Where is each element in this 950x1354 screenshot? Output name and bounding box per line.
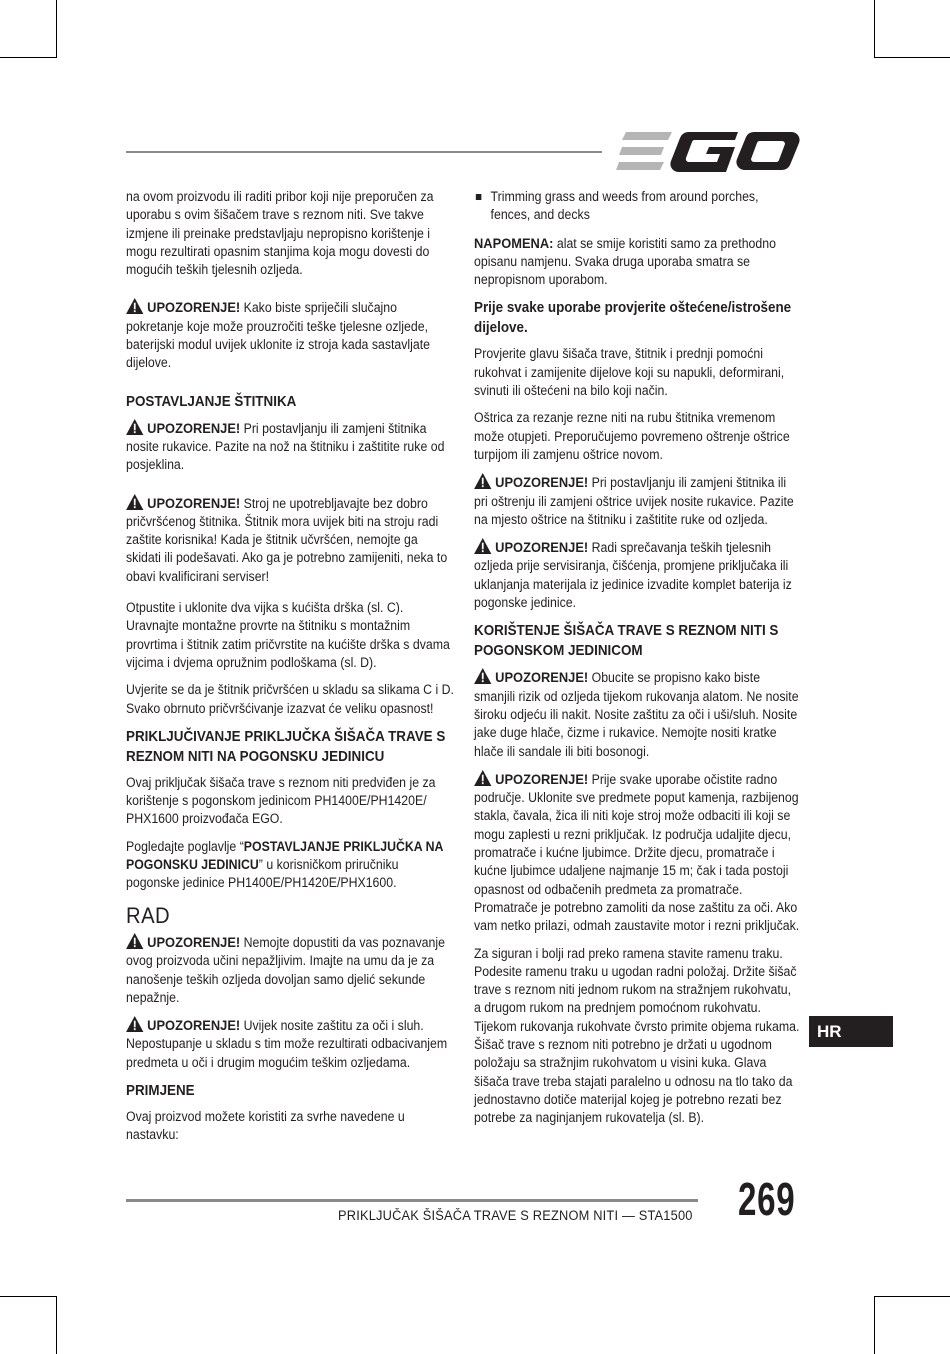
- section-heading: PRIKLJUČIVANJE PRIKLJUČKA ŠIŠAČA TRAVE S REZNOM NITI NA POGONSKU JEDINICU: [126, 728, 446, 765]
- note-text: alat se smije koristiti samo za prethodno opisanu namjenu. Svaka druga uporaba smatra se nepropisnom uporabom.: [474, 235, 776, 288]
- intro-paragraph: na ovom proizvodu ili raditi pribor koji nije preporučen za uporabu s ovim šišačem trave s reznom niti. Sve takve izmjene ili preinake predstavljaju nepropisno korištenje i mogu rezultirati opasnim stanjima koja mogu dovesti do mogućih teških tjelesnih ozljeda.: [126, 189, 434, 278]
- right-column: [474, 188, 801, 1136]
- section-heading: POSTAVLJANJE ŠTITNIKA: [126, 393, 297, 410]
- section-heading: PRIMJENE: [126, 1082, 195, 1099]
- warning-label: UPOZORENJE!: [147, 299, 241, 316]
- warning-triangle-icon: [474, 538, 491, 554]
- warning-text: Nemojte dopustiti da vas poznavanje ovog proizvoda učini nepažljivim. Imajte na umu da je za nanošenje teških ozljeda dovoljan samo djelić sekunde nepažnje.: [126, 934, 445, 1005]
- body-paragraph: Provjerite glavu šišača trave, štitnik i prednji pomoćni rukohvat i zamijenite dijelove koji su napukli, deformirani, svinuti ili oštećeni na bilo koji način.: [474, 346, 785, 399]
- warning-paragraph: [474, 473, 801, 529]
- warning-text: Pri postavljanju ili zamjeni štitnika nosite rukavice. Pazite na nož na štitniku i zaštitite ruke od posjeklina.: [126, 420, 445, 473]
- warning-paragraph: [474, 770, 801, 936]
- crop-mark: [0, 57, 57, 58]
- warning-triangle-icon: [126, 494, 143, 510]
- warning-label: UPOZORENJE!: [495, 474, 589, 491]
- body-paragraph: [126, 838, 454, 893]
- body-paragraph: Otpustite i uklonite dva vijka s kućišta drška (sl. C). Uravnajte montažne provrte na štitniku s montažnim provrtima i štitnik zatim pričvrstite na kućište drška s dvama vijcima i dvjema opružnim podloškama (sl. D).: [126, 600, 450, 670]
- warning-text: Pri postavljanju ili zamjeni štitnika ili pri oštrenju ili zamjeni oštrice uvijek nosite rukavice. Pazite na mjesto oštrice na štitniku i zaštitite ruke od ozljeda.: [474, 475, 794, 527]
- section-heading: KORIŠTENJE ŠIŠAČA TRAVE S REZNOM NITI S POGONSKOM JEDINICOM: [474, 623, 779, 660]
- crop-mark: [874, 57, 950, 58]
- warning-paragraph: [474, 538, 801, 612]
- warning-label: UPOZORENJE!: [495, 539, 589, 556]
- warning-triangle-icon: [474, 473, 491, 489]
- square-bullet-icon: [476, 194, 482, 200]
- warning-text: Obucite se propisno kako biste smanjili rizik od ozljeda tijekom rukovanja alatom. Ne nosite široku odjeću ili nakit. Nosite zaštitu za oči i uši/sluh. Nosite jake duge hlače, čizme i rukavice. Nemojte nositi kratke hlače ili sandale ili biti bosonogi.: [474, 670, 799, 759]
- warning-paragraph: [126, 298, 454, 372]
- list-item-text: Trimming grass and weeds from around porches, fences, and decks: [490, 189, 759, 223]
- body-paragraph: Uvjerite se da je štitnik pričvršćen u skladu sa slikama C i D. Svako obrnuto pričvršćivanje izazvat će veliku opasnost!: [126, 682, 454, 716]
- text-run: ” u korisničkom priručniku pogonske jedinice PH1400E/PH1420E/PHX1600.: [126, 857, 399, 891]
- list-item: [474, 188, 801, 234]
- warning-text: Radi sprečavanja teških tjelesnih ozljeda prije servisiranja, čišćenja, promjene priključaka ili uklanjanja materijala iz jedinice izvadite komplet baterija iz pogonske jedinice.: [474, 540, 792, 611]
- warning-label: UPOZORENJE!: [147, 419, 241, 436]
- crop-mark: [874, 1296, 950, 1297]
- warning-text: Prije svake uporabe očistite radno područje. Uklonite sve predmete poput kamenja, razbijenog stakla, čavala, žica ili niti koje stroj može odbaciti ili koji se mogu zaplesti u rezni priključak. Iz područja udaljite djecu, promatrače i kućne ljubimce. Držite djecu, promatrače i kućne ljubimce udaljene najmanje 15 m; čak i tada postoji opasnost od odbačenih predmeta za promatrače. Promatrače je potrebno zamoliti da nose zaštitu za oči. Ako vam netko prilazi, odmah zaustavite motor i rezni priključak.: [474, 771, 800, 934]
- warning-text: Uvijek nosite zaštitu za oči i sluh. Nepostupanje u skladu s tim može rezultirati odbacivanjem predmeta u oči i drugim mogućim teškim ozljedama.: [126, 1018, 448, 1070]
- left-column: [126, 188, 454, 1154]
- warning-paragraph: [126, 419, 454, 475]
- body-paragraph: Oštrica za rezanje rezne niti na rubu štitnika vremenom može otupjeti. Preporučujemo povremeno oštrenje oštrice turpijom ili zamjenu oštrice novom.: [474, 410, 790, 462]
- warning-triangle-icon: [126, 419, 143, 435]
- note-paragraph: [474, 234, 801, 290]
- warning-text: Stroj ne upotrebljavajte bez dobro pričvršćenog štitnika. Štitnik mora uvijek biti na stroju radi zaštite korisnika! Kada je štitnik učvršćen, nemojte ga skidati ili podešavati. Ako ga je potrebno zamijeniti, neka to obavi kvalificirani serviser!: [126, 495, 448, 584]
- note-label: NAPOMENA:: [474, 234, 554, 251]
- warning-paragraph: [126, 933, 454, 1007]
- warning-label: UPOZORENJE!: [147, 1017, 241, 1034]
- crop-mark: [874, 0, 875, 58]
- ego-logo: [616, 128, 800, 174]
- chapter-reference: POSTAVLJANJE PRIKLJUČKA NA POGONSKU JEDINICU: [126, 838, 443, 873]
- body-paragraph: Za siguran i bolji rad preko ramena stavite ramenu traku. Podesite ramenu traku u ugodan radni položaj. Držite šišač trave s reznom niti jednom rukom na stražnjem rukohvatu, a drugom rukom na prednjem pomoćnom rukohvatu. Tijekom rukovanja rukohvate čvrsto primite objema rukama. Šišač trave s reznom niti potrebno je držati u ugodnom položaju sa stražnjim rukohvatom u visini kuka. Glava šišača trave treba stajati paralelno u odnosu na tlo tako da jednostavno dotiče materijal kojeg je potrebno rezati bez potrebe za naginjanjem rukovatelja (sl. B).: [474, 945, 800, 1126]
- warning-triangle-icon: [126, 298, 143, 314]
- crop-mark: [56, 0, 57, 58]
- warning-paragraph: [474, 668, 801, 760]
- warning-label: UPOZORENJE!: [495, 669, 589, 686]
- warning-paragraph: [126, 494, 454, 586]
- warning-label: UPOZORENJE!: [147, 494, 241, 511]
- warning-triangle-icon: [474, 770, 491, 786]
- section-title: RAD: [126, 902, 171, 928]
- body-paragraph: Ovaj priključak šišača trave s reznom niti predviđen je za korištenje s pogonskom jedinicom PH1400E/PH1420E/ PHX1600 proizvođača EGO.: [126, 774, 436, 827]
- section-heading: Prije svake uporabe provjerite oštećene/istrošene dijelove.: [474, 300, 792, 337]
- crop-mark: [56, 1296, 57, 1354]
- warning-triangle-icon: [126, 1016, 143, 1032]
- body-paragraph: Ovaj proizvod možete koristiti za svrhe navedene u nastavku:: [126, 1108, 405, 1143]
- language-tab: HR: [809, 1016, 893, 1047]
- page-number: 269: [738, 1173, 796, 1225]
- crop-mark: [0, 1296, 57, 1297]
- warning-triangle-icon: [126, 933, 143, 949]
- warning-triangle-icon: [474, 668, 491, 684]
- footer-title: PRIKLJUČAK ŠIŠAČA TRAVE S REZNOM NITI — STA1500: [338, 1208, 693, 1223]
- warning-paragraph: [126, 1016, 454, 1072]
- crop-mark: [874, 1296, 875, 1354]
- footer-rule: [126, 1199, 698, 1202]
- text-run: Pogledajte poglavlje “: [126, 838, 244, 854]
- warning-label: UPOZORENJE!: [495, 770, 589, 787]
- warning-label: UPOZORENJE!: [147, 933, 241, 950]
- header-rule: [126, 151, 602, 153]
- warning-text: Kako biste spriječili slučajno pokretanje koje može prouzročiti teške tjelesne ozljede, baterijski modul uvijek uklonite iz stroja kada sastavljate dijelove.: [126, 300, 431, 371]
